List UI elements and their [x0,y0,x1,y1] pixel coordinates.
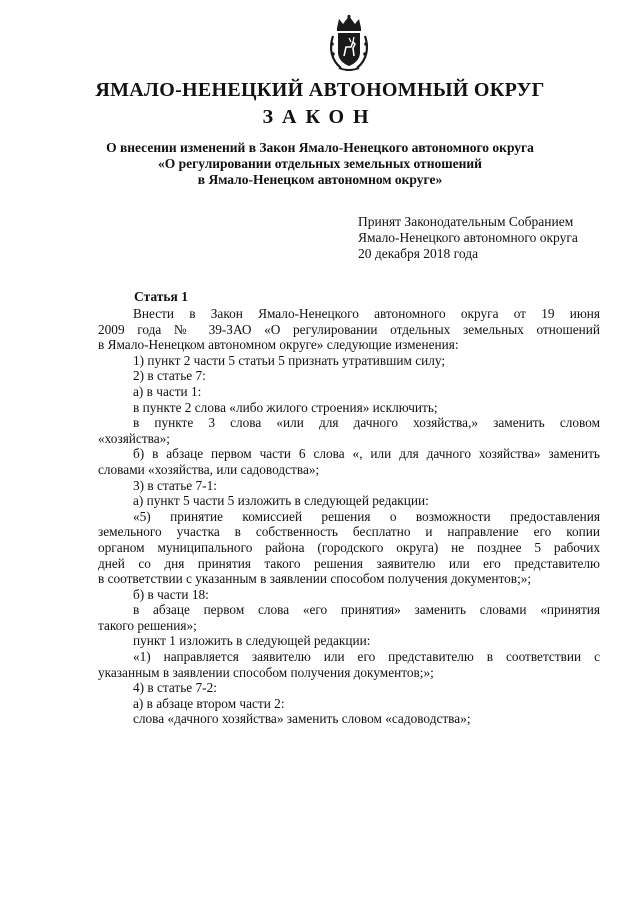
intro-line: Внести в Закон Ямало-Ненецкого автономного округа от 19 июня [133,306,600,321]
item-4: 4) в статье 7-2: [133,680,217,696]
item-3b-sub2-text-line: «1) направляется заявителю или его представителю в соответствии с [133,649,600,665]
adoption-date: 20 декабря 2018 года [358,246,479,261]
article-body [98,306,600,727]
adoption-line: Принят Законодательным Собранием [358,214,574,229]
intro-line: в Ямало-Ненецком автономном округе» следующие изменения: [98,337,459,353]
item-2a: а) в части 1: [133,383,202,399]
item-3a-text-line: в соответствии с указанным в заявлении способом получения документов;»; [98,571,532,587]
item-2b-line: словами «хозяйства, или садоводства»; [98,461,320,477]
item-2a-sub2-line: «хозяйства»; [98,430,170,446]
document-type-heading: ЗАКОН [262,106,378,128]
item-3b-sub2-text-line: указанным в заявлении способом получения документов;»; [98,664,434,680]
item-4a-sub1: слова «дачного хозяйства» заменить словом «садоводства»; [133,711,471,727]
region-heading: ЯМАЛО-НЕНЕЦКИЙ АВТОНОМНЫЙ ОКРУГ [95,79,545,101]
item-3b-sub1-line: такого решения»; [98,617,197,633]
item-2a-sub1: в пункте 2 слова «либо жилого строения» исключить; [133,399,438,415]
adoption-block [358,214,578,262]
item-3b: б) в части 18: [133,586,209,602]
item-3: 3) в статье 7-1: [133,477,217,493]
adoption-line: Ямало-Ненецкого автономного округа [358,230,578,245]
item-3a-text-line: «5) принятие комиссией решения о возможности предоставления [133,508,600,524]
coat-of-arms-emblem [327,14,371,72]
item-3a: а) пункт 5 части 5 изложить в следующей редакции: [133,493,429,509]
law-title-line: в Ямало-Ненецком автономном округе» [197,172,443,187]
item-2: 2) в статье 7: [133,368,206,384]
item-3a-text-line: органом муниципального района (городского округа) не позднее 5 рабочих [98,539,600,555]
item-4a: а) в абзаце втором части 2: [133,695,285,711]
item-2b-line: б) в абзаце первом части 6 слова «, или для дачного хозяйства» заменить [133,446,600,462]
item-3b-sub2: пункт 1 изложить в следующей редакции: [133,633,371,649]
law-title-line: О внесении изменений в Закон Ямало-Ненецкого автономного округа [106,140,534,155]
item-2a-sub2-line: в пункте 3 слова «или для дачного хозяйства,» заменить словом [133,415,600,431]
item-3a-text-line: земельного участка в собственность бесплатно и направление его копии [98,524,600,540]
article-title: Статья 1 [134,289,188,304]
intro-line: 2009 года № 39-ЗАО «О регулировании отдельных земельных отношений [98,321,600,337]
law-title [80,140,560,188]
law-title-line: «О регулировании отдельных земельных отношений [158,156,482,171]
item-3a-text-line: дней со дня принятия такого решения заявителю или его представителю [98,555,600,571]
item-3b-sub1-line: в абзаце первом слова «его принятия» заменить словами «принятия [133,602,600,618]
item-1: 1) пункт 2 части 5 статьи 5 признать утратившим силу; [133,352,446,368]
